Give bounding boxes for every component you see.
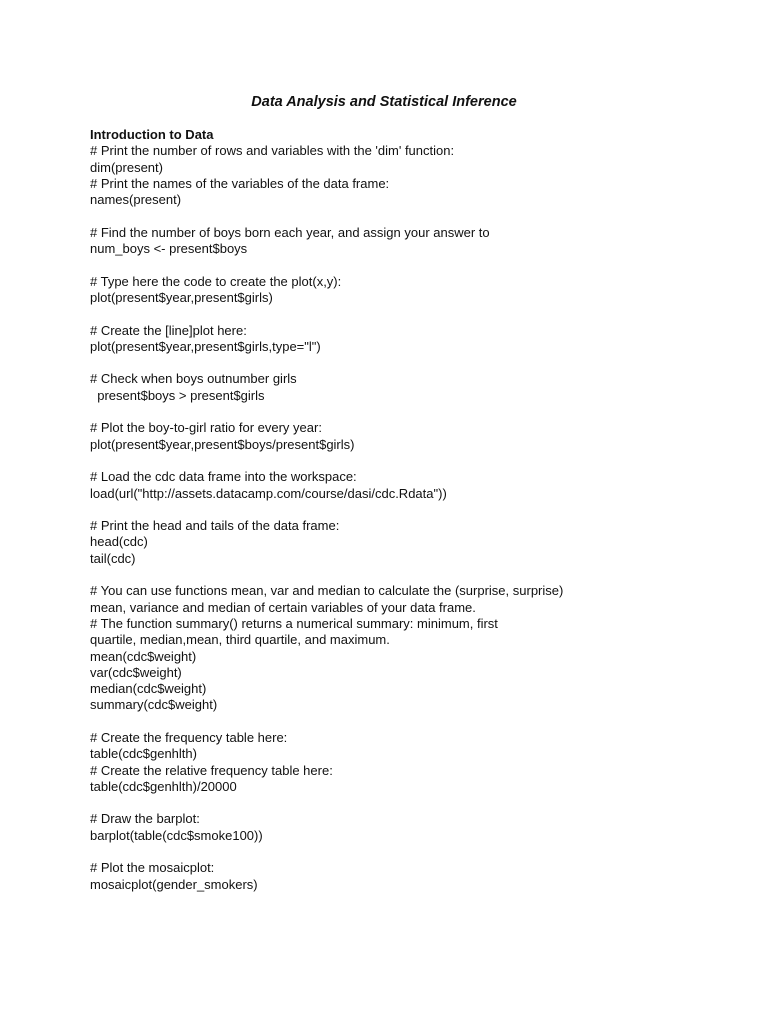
blank-line bbox=[90, 502, 730, 518]
code-line: head(cdc) bbox=[90, 534, 148, 550]
blank-line bbox=[90, 306, 730, 322]
comment-line: # Print the number of rows and variables with the 'dim' function: bbox=[90, 143, 455, 159]
blank-line bbox=[90, 795, 730, 811]
comment-line: # Create the relative frequency table here: bbox=[90, 762, 333, 778]
code-line: barplot(table(cdc$smoke100)) bbox=[90, 827, 263, 843]
comment-line: # Print the head and tails of the data frame: bbox=[90, 518, 340, 534]
code-line: dim(present) bbox=[90, 159, 163, 175]
comment-line: # You can use functions mean, var and median to calculate the (surprise, surprise) bbox=[90, 583, 564, 599]
blank-line bbox=[90, 567, 730, 583]
code-line: table(cdc$genhlth)/20000 bbox=[90, 778, 237, 794]
comment-line: # Draw the barplot: bbox=[90, 811, 200, 827]
blank-line bbox=[90, 257, 730, 273]
comment-line: # The function summary() returns a numerical summary: minimum, first bbox=[90, 615, 498, 631]
code-line: plot(present$year,present$girls) bbox=[90, 289, 273, 305]
comment-line: # Find the number of boys born each year, and assign your answer to bbox=[90, 224, 490, 240]
blank-line bbox=[90, 208, 730, 224]
comment-line: # Print the names of the variables of the data frame: bbox=[90, 175, 390, 191]
comment-line: # Plot the boy-to-girl ratio for every year: bbox=[90, 420, 322, 436]
code-line: mean(cdc$weight) bbox=[90, 648, 197, 664]
document-title: Data Analysis and Statistical Inference bbox=[251, 94, 517, 110]
blank-line bbox=[90, 714, 730, 730]
blank-line bbox=[90, 453, 730, 469]
code-line: names(present) bbox=[90, 192, 182, 208]
code-line: var(cdc$weight) bbox=[90, 664, 182, 680]
code-line: load(url("http://assets.datacamp.com/course/dasi/cdc.Rdata")) bbox=[90, 485, 447, 501]
code-line: tail(cdc) bbox=[90, 550, 136, 566]
code-line: num_boys <- present$boys bbox=[90, 241, 248, 257]
comment-line: # Plot the mosaicplot: bbox=[90, 860, 215, 876]
comment-line: # Check when boys outnumber girls bbox=[90, 371, 297, 387]
code-line: summary(cdc$weight) bbox=[90, 697, 218, 713]
code-line: quartile, median,mean, third quartile, and maximum. bbox=[90, 632, 390, 648]
blank-line bbox=[90, 355, 730, 371]
code-line: table(cdc$genhlth) bbox=[90, 746, 197, 762]
code-line: present$boys > present$girls bbox=[90, 387, 265, 403]
code-lines bbox=[90, 143, 730, 893]
blank-line bbox=[90, 404, 730, 420]
comment-line: # Create the [line]plot here: bbox=[90, 322, 247, 338]
comment-line: # Create the frequency table here: bbox=[90, 729, 288, 745]
code-line: mean, variance and median of certain variables of your data frame. bbox=[90, 599, 476, 615]
code-line: plot(present$year,present$girls,type="l") bbox=[90, 338, 321, 354]
code-line: median(cdc$weight) bbox=[90, 681, 207, 697]
comment-line: # Load the cdc data frame into the workspace: bbox=[90, 469, 357, 485]
section-title: Introduction to Data bbox=[90, 127, 214, 142]
comment-line: # Type here the code to create the plot(x,y): bbox=[90, 273, 342, 289]
document-body bbox=[90, 127, 730, 893]
code-line: mosaicplot(gender_smokers) bbox=[90, 876, 258, 892]
code-line: plot(present$year,present$boys/present$girls) bbox=[90, 436, 355, 452]
blank-line bbox=[90, 844, 730, 860]
